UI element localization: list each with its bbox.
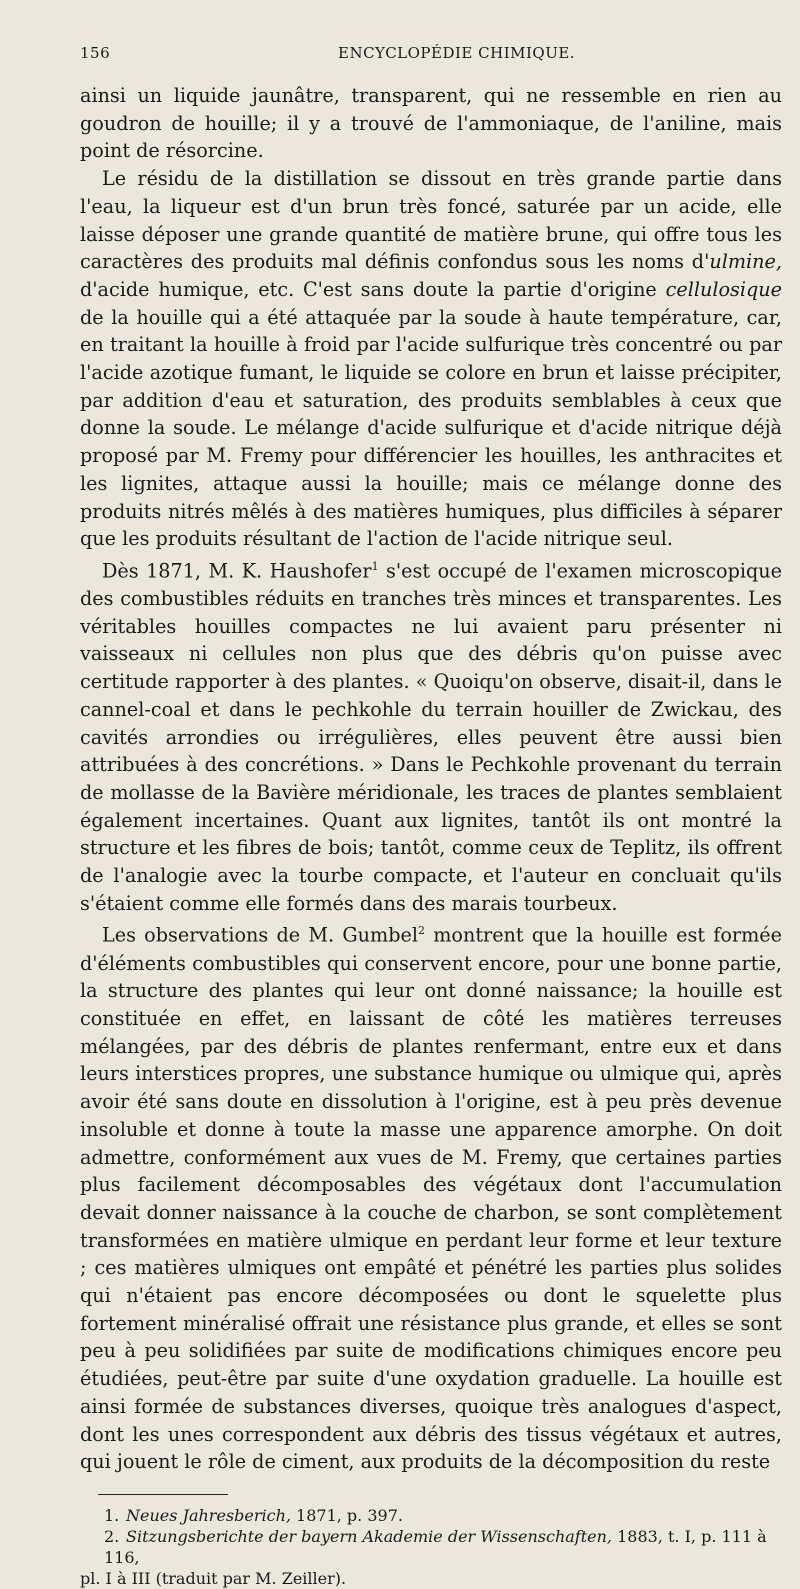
- body-text: [80, 82, 782, 1476]
- paragraph-4: [80, 917, 782, 1475]
- page-number: 156: [80, 44, 111, 62]
- text-run: Dès 1871, M. K. Haushofer: [102, 559, 372, 583]
- footnote-divider: [98, 1494, 228, 1495]
- text-run: montrent que la houille est formée d'éléments combustibles qui conservent encore, pour une bonne partie, la structure des plantes qui leur ont donné naissance; la houille est constituée en effet, en laissant de côté les matières terreuses mélangées, par des débris de plantes renfermant, entre eux et dans leurs interstices propres, une substance humique ou ulmique qui, après avoir été sans doute en dissolution à l'origine, est à peu près devenue insoluble et donne à toute la masse une apparence amorphe. On doit admettre, conformément aux vues de M. Fremy, que certaines parties plus facilement décomposables des végétaux dont l'accumulation devait donner naissance à la couche de charbon, se sont complètement transformées en matière ulmique en perdant leur forme et leur texture ; ces matières ulmiques ont empâté et pénétré les parties plus solides qui n'étaient pas encore décomposées ou dont le squelette plus fortement minéralisé offrait une résistance plus grande, et elles se sont peu à peu solidifiées par suite de modifications chimiques encore peu étudiées, peut-être par suite d'une oxydation graduelle. La houille est ainsi formée de substances diverses, quoique très analogues d'aspect, dont les unes correspondent aux débris des tissus végétaux et autres, qui jouent le rôle de ciment, aux produits de la décomposition du reste: [80, 923, 782, 1474]
- text-run: d'acide humique, etc. C'est sans doute la partie d'origine: [80, 277, 666, 301]
- running-title: ENCYCLOPÉDIE CHIMIQUE.: [338, 44, 576, 62]
- footnote-ref-1[interactable]: 1: [371, 559, 379, 573]
- text-run: de la houille qui a été attaquée par la soude à haute température, car, en traitant la houille à froid par l'acide sulfurique très concentré ou par l'acide azotique fumant, le liquide se colore en brun et laisse précipiter, par addition d'eau et saturation, des produits semblables à ceux que donne la soude. Le mélange d'acide sulfurique et d'acide nitrique déjà proposé par M. Fremy pour différencier les houilles, les anthracites et les lignites, attaque aussi la houille; mais ce mélange donne des produits nitrés mêlés à des matières humiques, plus difficiles à séparer que les produits résultant de l'action de l'acide nitrique seul.: [80, 305, 782, 551]
- footnotes: [80, 1505, 782, 1589]
- running-head: [80, 44, 782, 74]
- text-run: Le résidu de la distillation se dissout en très grande partie dans l'eau, la liqueur est d'un brun très foncé, saturée par un acide, elle laisse déposer une grande quantité de matière brune, qui offre tous les caractères des produits mal définis confondus sous les noms d': [80, 167, 782, 274]
- footnote-source-title: Neues Jahresberich,: [126, 1505, 291, 1525]
- footnote-1: [80, 1505, 782, 1526]
- footnote-ref-2[interactable]: 2: [417, 924, 425, 938]
- footnote-mark: 1.: [104, 1505, 120, 1525]
- paragraph-3: [80, 553, 782, 918]
- italic-term-cellulosique: cellulosique: [665, 277, 782, 301]
- footnote-2-continued: pl. I à III (traduit par M. Zeiller).: [80, 1568, 347, 1588]
- footnote-text: 1883, t. I, p. 111 à 116,: [104, 1526, 767, 1567]
- text-run: s'est occupé de l'examen microscopique des combustibles réduits en tranches très minces et transparentes. Les véritables houilles compactes ne lui avaient paru présenter ni vaisseaux ni cellules non plus que des débris qu'on puisse avec certitude rapporter à des plantes. « Quoiqu'on observe, disait-il, dans le cannel-coal et dans le pechkohle du terrain houiller de Zwickau, des cavités arrondies ou irrégulières, elles peuvent être aussi bien attribuées à des concrétions. » Dans le Pechkohle provenant du terrain de mollasse de la Bavière méridionale, les traces de plantes semblaient également incertaines. Quant aux lignites, tantôt ils ont montré la structure et les fibres de bois; tantôt, comme ceux de Teplitz, ils offrent de l'analogie avec la tourbe compacte, et l'auteur en concluait qu'ils s'étaient comme elle formés dans des marais tourbeux.: [80, 559, 782, 915]
- paragraph-2: [80, 165, 782, 553]
- text-run: Les observations de M. Gumbel: [102, 923, 418, 947]
- footnote-mark: 2.: [104, 1526, 120, 1546]
- paragraph-1: ainsi un liquide jaunâtre, transparent, qui ne ressemble en rien au goudron de houille; il y a trouvé de l'ammoniaque, de l'aniline, mais point de résorcine.: [80, 84, 782, 163]
- footnote-2: [80, 1526, 782, 1568]
- footnote-source-title: Sitzungsberichte der bayern Akademie der Wissenschaften,: [126, 1526, 612, 1546]
- footnote-text: 1871, p. 397.: [290, 1505, 403, 1525]
- italic-term-ulmine: ulmine,: [709, 250, 782, 274]
